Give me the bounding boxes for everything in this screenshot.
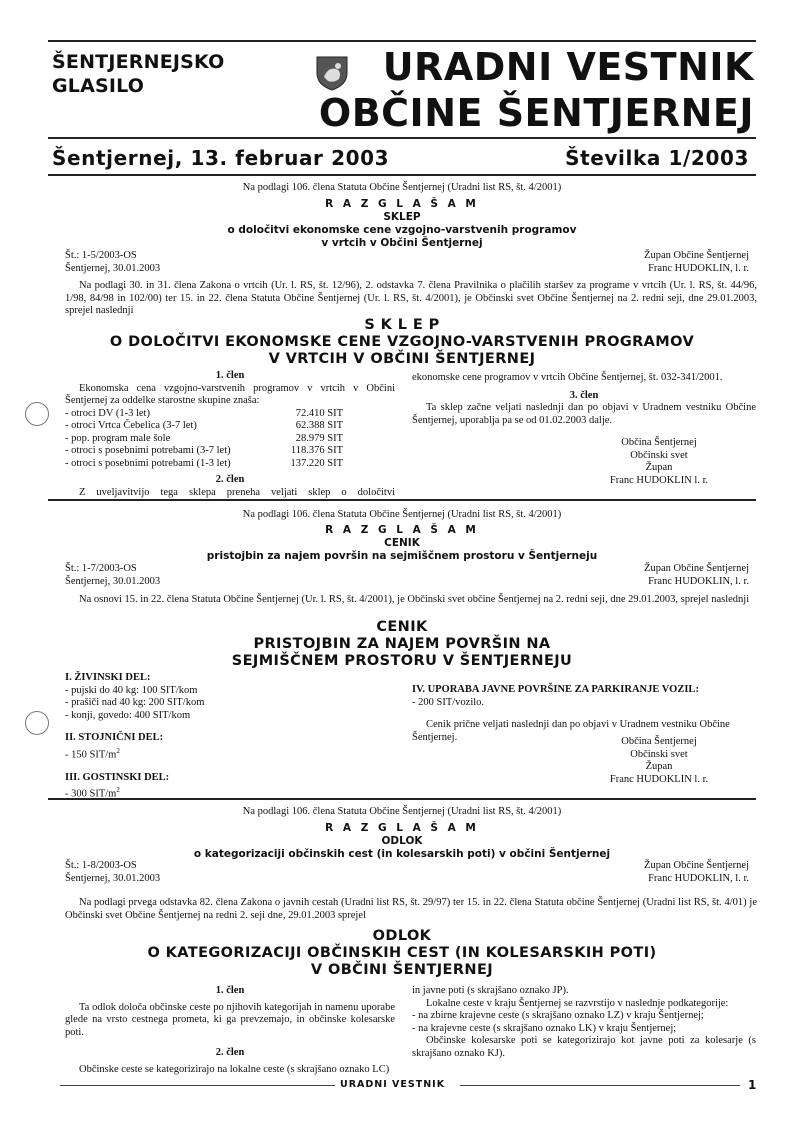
issue-number: Številka 1/2003 (565, 146, 749, 170)
issue-date: Šentjernej, 13. februar 2003 (52, 146, 390, 170)
livestock-item: - pujski do 40 kg: 100 SIT/kom (65, 684, 198, 696)
sec1-ref-date: Šentjernej, 30.01.2003 (65, 262, 161, 274)
price-row (65, 433, 395, 446)
price-row (65, 420, 395, 433)
sec3-mayor-title: Župan Občine Šentjernej (644, 860, 749, 871)
sec3-subhead: o kategorizaciji občinskih cest (in kolesarskih poti) v občini Šentjernej (193, 848, 611, 860)
sec2-preamble: Na osnovi 15. in 22. člena Statuta Občine Šentjernej (Ur. l. RS, št. 4/2001), je Občinski svet občine Šentjernej na 2. redni seji, dne 29.01.2003, sprejel naslednji (79, 594, 750, 605)
sec1-article2-heading: 2. člen (215, 474, 245, 485)
gazette-title-line2: OBČINE ŠENTJERNEJ (318, 91, 754, 135)
sec2-reference (65, 563, 160, 588)
sec2-stalls-price-value: - 150 SIT/m (65, 749, 117, 760)
sec2-stalls-unit-exponent: 2 (116, 746, 120, 755)
sec2-sign-role: Župan (645, 761, 673, 772)
livestock-item: - konji, govedo: 400 SIT/kom (65, 709, 191, 721)
sec2-ref-number: Št.: 1-7/2003-OS (65, 563, 137, 574)
sec3-head: ODLOK (381, 835, 423, 847)
price-value: 28.979 SIT (295, 432, 343, 444)
sec3-right-line2: Lokalne ceste v kraju Šentjernej se razvrstijo v naslednje podkategorije: (426, 997, 729, 1009)
punch-hole (25, 711, 49, 735)
sec1-end-rule (48, 499, 756, 501)
sec3-title: ODLOK (372, 928, 432, 944)
sec2-signature (562, 736, 756, 786)
sec2-sign-name: Franc HUDOKLIN l. r. (609, 773, 709, 785)
sec2-end-rule (48, 798, 756, 800)
sec2-parking-price: - 200 SIT/vozilo. (412, 696, 485, 708)
newsletter-name-line2: GLASILO (52, 75, 145, 97)
livestock-list (65, 685, 395, 723)
dateline-rule (48, 174, 756, 176)
sec2-livestock-heading: I. ŽIVINSKI DEL: (65, 672, 151, 683)
gazette-title-line1: URADNI VESTNIK (382, 45, 754, 89)
price-row (65, 408, 395, 421)
sec1-article3-heading: 3. člen (569, 389, 599, 401)
sec2-stalls-heading: II. STOJNIČNI DEL: (65, 732, 164, 743)
sec2-ref-date: Šentjernej, 30.01.2003 (65, 575, 161, 587)
sec1-article1-text: Ekonomska cena vzgojno-varstvenih programov v vrtcih v Občini Šentjernej za oddelke starostne skupine znaša: (65, 382, 395, 406)
sec2-catering-unit-exponent: 2 (116, 786, 120, 794)
sec1-proclaim: R A Z G L A Š A M (325, 198, 479, 210)
sec2-title-3: SEJMIŠČNEM PROSTORU V ŠENTJERNEJU (231, 653, 573, 669)
price-value: 62.388 SIT (295, 420, 343, 431)
sec3-preamble: Na podlagi prvega odstavka 82. člena Zakona o javnih cestah (Uradni list RS, št. 29/97) ter 15. in 22. člena Statuta občine Šentjernej (Uradni list RS, št. 4/01) je Občinski svet Občine Šentjernej na redni 2. seji dne, 29.01.2003 sprejel (65, 897, 757, 921)
sec2-mayor (644, 563, 749, 588)
price-value: 72.410 SIT (295, 407, 343, 419)
footer-rule-right (460, 1085, 740, 1086)
sec1-mayor-name: Franc HUDOKLIN, l. r. (648, 262, 749, 274)
sec3-right-line5: Občinske kolesarske poti se kategorizirajo kot javne poti za kolesarje (s skrajšano oznako KJ). (412, 1035, 756, 1059)
sec1-article2-text: Z uveljavitvijo tega sklepa preneha veljati sklep o določitvi (79, 486, 395, 498)
sec1-title-2: O DOLOČITVI EKONOMSKE CENE VZGOJNO-VARSTVENIH PROGRAMOV (109, 334, 695, 350)
sec1-head: SKLEP (383, 211, 421, 223)
price-value: 118.376 SIT (290, 445, 343, 456)
top-rule (48, 40, 756, 42)
sec1-sign-council: Občinski svet (630, 449, 688, 461)
sec2-validity: Cenik prične veljati naslednji dan po objavi v Uradnem vestniku Občine Šentjernej. (412, 719, 730, 743)
sec2-parking-heading: IV. UPORABA JAVNE POVRŠINE ZA PARKIRANJE VOZIL: (412, 684, 699, 695)
price-value: 137.220 SIT (290, 457, 343, 469)
sec2-right-column (412, 684, 756, 786)
sec3-right-line1: in javne poti (s skrajšano oznako JP). (412, 985, 569, 996)
sec3-mayor-name: Franc HUDOKLIN, l. r. (648, 872, 749, 884)
newsletter-name (52, 50, 224, 98)
sec1-title: S K L E P (364, 317, 440, 333)
livestock-item: - prašiči nad 40 kg: 200 SIT/kom (65, 697, 205, 708)
punch-hole (25, 402, 49, 426)
sec3-right-line4: - na krajevne ceste (s skrajšano oznako LK) v kraju Šentjernej; (412, 1022, 677, 1034)
sec1-mayor (644, 250, 749, 275)
price-row (65, 458, 395, 471)
sec2-catering-heading: III. GOSTINSKI DEL: (65, 771, 170, 783)
footer-rule-left (60, 1085, 335, 1086)
sec1-preamble: Na podlagi 30. in 31. člena Zakona o vrtcih (Ur. l. RS, št. 12/96), 2. odstavka 7. člena Pravilnika o plačilih staršev za programe v vrtcih (Ur. l. RS, št. 44/96, 1/98, 84/98 in 102/00) ter 15. in 22. člena Statuta Občine Šentjernej (Ur. l. RS, št. 4/2001), je Občinski svet Občine Šentjernej na 2. redni seji, dne 29.01.2003, sprejel naslednji (65, 280, 757, 316)
price-row (65, 445, 395, 458)
sec1-right-column (412, 372, 756, 487)
sec1-sign-municipality: Občina Šentjernej (621, 437, 697, 448)
page-number: 1 (748, 1078, 757, 1092)
price-list (65, 408, 395, 471)
price-label: - otroci s posebnimi potrebami (1-3 let) (65, 457, 231, 469)
sec3-title-3: V OBČINI ŠENTJERNEJ (310, 962, 494, 978)
sec2-intro: Na podlagi 106. člena Statuta Občine Šentjernej (Uradni list RS, št. 4/2001) (242, 509, 562, 520)
sec1-subhead-2: v vrtcih v Občini Šentjernej (321, 237, 483, 249)
sec1-title-3: V VRTCIH V OBČINI ŠENTJERNEJ (268, 351, 536, 367)
price-label: - otroci DV (1-3 let) (65, 407, 150, 419)
sec3-right-line3: - na zbirne krajevne ceste (s skrajšano oznako LZ) v kraju Šentjernej; (412, 1010, 704, 1021)
sec3-article2-text: Občinske ceste se kategorizirajo na lokalne ceste (s skrajšano oznako LC) (79, 1063, 390, 1075)
sec3-article1-text: Ta odlok določa občinske ceste po njihovih kategorijah in namenu uporabe glede na vrsto cestnega prometa, ki ga prevzemajo, in občinske kolesarske poti. (65, 1001, 395, 1038)
sec3-mayor (644, 860, 749, 885)
price-label: - otroci s posebnimi potrebami (3-7 let) (65, 445, 231, 456)
sec1-sign-role: Župan (645, 462, 673, 473)
sec1-mayor-title: Župan Občine Šentjernej (644, 250, 749, 261)
sec2-subhead: pristojbin za najem površin na sejmiščnem prostoru v Šentjerneju (206, 550, 598, 562)
sec2-mayor-title: Župan Občine Šentjernej (644, 563, 749, 574)
sec3-ref-number: Št.: 1-8/2003-OS (65, 860, 137, 871)
sec2-sign-council: Občinski svet (630, 748, 688, 760)
sec2-sign-municipality: Občina Šentjernej (621, 736, 697, 747)
sec1-article1-heading: 1. člen (215, 370, 245, 381)
sec2-head: CENIK (384, 537, 420, 549)
sec3-proclaim: R A Z G L A Š A M (325, 822, 479, 834)
sec3-ref-date: Šentjernej, 30.01.2003 (65, 872, 161, 884)
sec2-title: CENIK (376, 619, 428, 635)
sec1-left-column (65, 370, 395, 499)
sec1-intro: Na podlagi 106. člena Statuta Občine Šentjernej (Uradni list RS, št. 4/2001) (242, 182, 562, 193)
footer-label: URADNI VESTNIK (340, 1079, 446, 1090)
sec3-right-column (412, 985, 756, 1060)
sec1-subhead: o določitvi ekonomske cene vzgojno-varstvenih programov (227, 224, 577, 236)
sec2-title-2: PRISTOJBIN ZA NAJEM POVRŠIN NA (253, 636, 551, 652)
gazette-title (319, 44, 754, 136)
sec1-sign-name: Franc HUDOKLIN l. r. (609, 474, 709, 486)
sec3-left-column (65, 985, 395, 1076)
sec1-reference (65, 250, 160, 275)
sec2-mayor-name: Franc HUDOKLIN, l. r. (648, 575, 749, 587)
sec1-signature (562, 437, 756, 487)
price-label: - otroci Vrtca Čebelica (3-7 let) (65, 420, 197, 431)
sec3-article2-heading: 2. člen (215, 1047, 245, 1058)
sec2-catering-price-value: - 300 SIT/m (65, 788, 117, 800)
sec2-proclaim: R A Z G L A Š A M (325, 524, 479, 536)
price-label: - pop. program male šole (65, 432, 171, 444)
sec2-left-column (65, 672, 395, 801)
newsletter-name-line1: ŠENTJERNEJSKO (52, 51, 225, 73)
sec3-article1-heading: 1. člen (215, 985, 245, 996)
masthead-rule (48, 137, 756, 139)
sec1-article3-text: Ta sklep začne veljati naslednji dan po objavi v Uradnem vestniku Občine Šentjernej, uporablja pa se od 01.02.2003 dalje. (412, 402, 756, 426)
sec1-ref-number: Št.: 1-5/2003-OS (65, 250, 137, 261)
sec3-reference (65, 860, 160, 885)
sec3-intro: Na podlagi 106. člena Statuta Občine Šentjernej (Uradni list RS, št. 4/2001) (242, 806, 562, 817)
sec2-stalls-price (65, 745, 395, 762)
sec1-article2-continued: ekonomske cene programov v vrtcih Občine Šentjernej, št. 032-341/2001. (412, 372, 723, 383)
sec3-title-2: O KATEGORIZACIJI OBČINSKIH CEST (IN KOLESARSKIH POTI) (147, 945, 657, 961)
